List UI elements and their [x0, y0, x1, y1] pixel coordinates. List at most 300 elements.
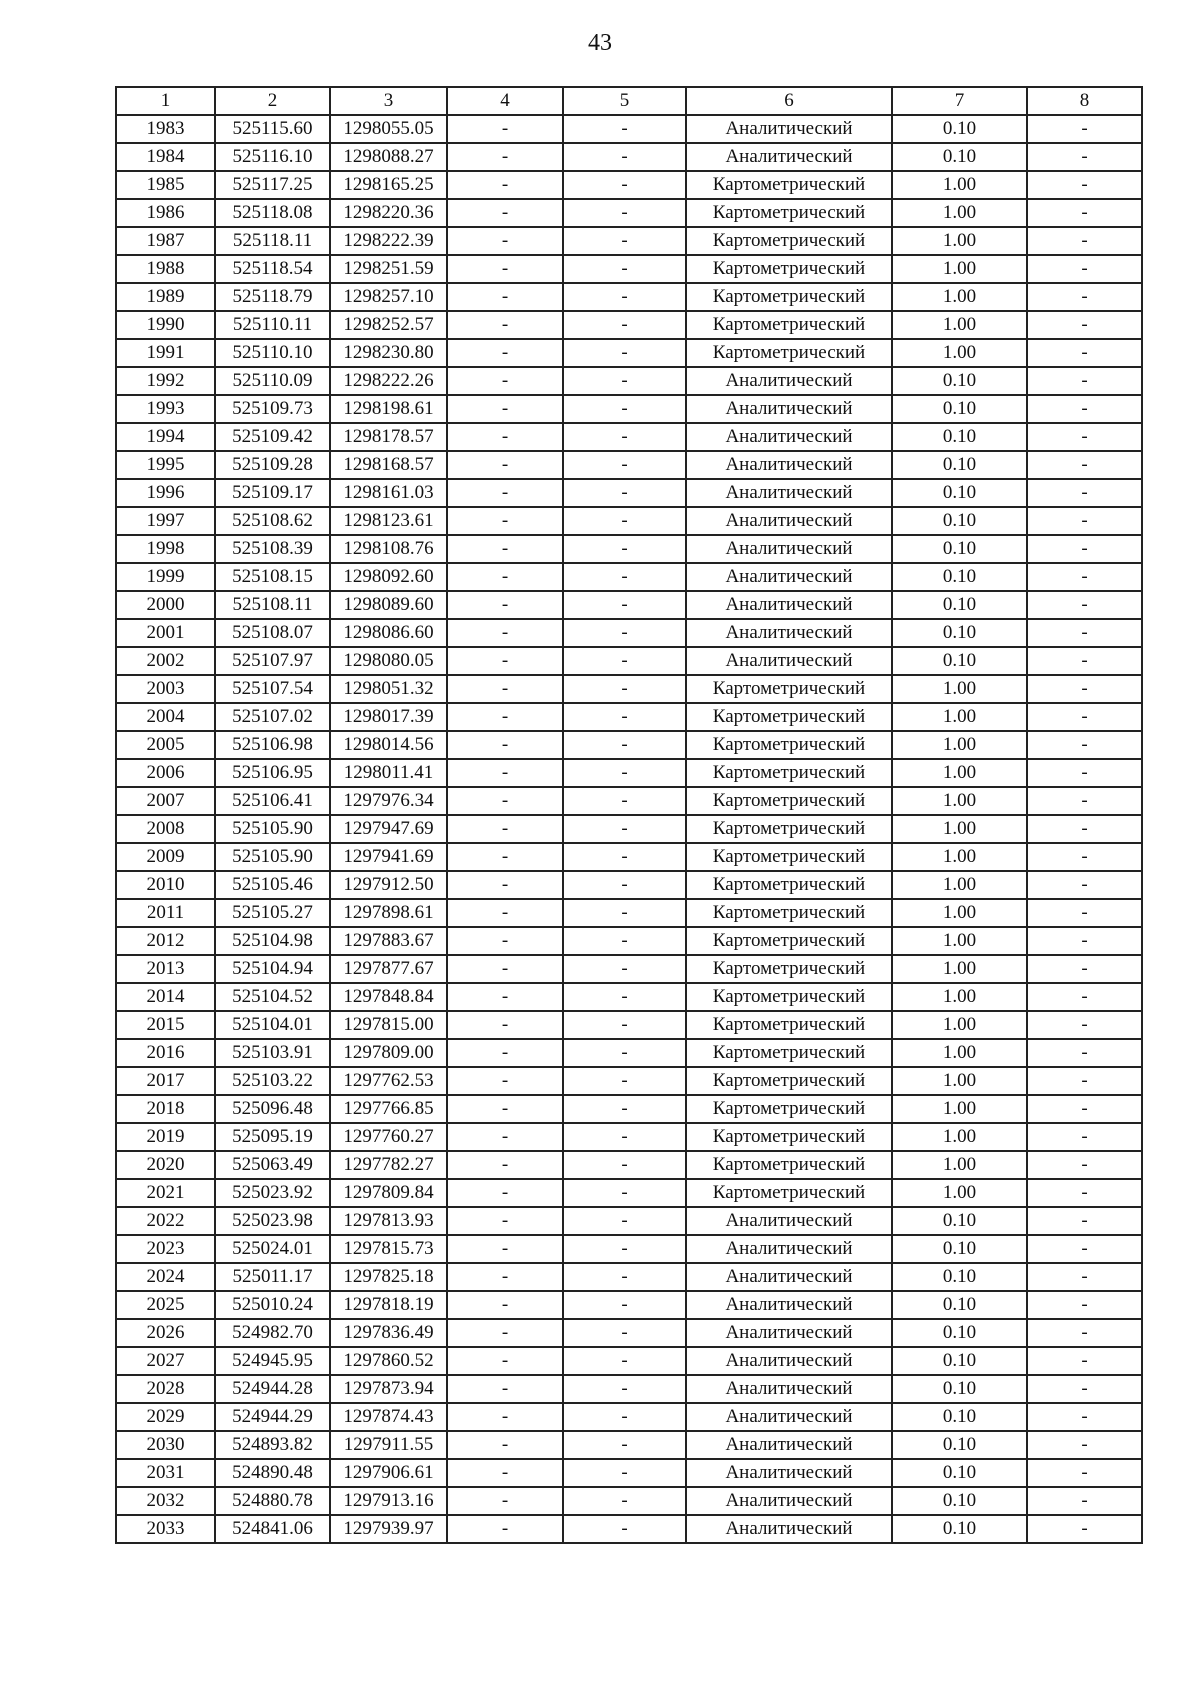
- x-coordinate-cell: 525117.25: [215, 171, 330, 199]
- method-cell: Картометрический: [686, 1179, 892, 1207]
- y-coordinate-cell: 1297836.49: [330, 1319, 447, 1347]
- y-coordinate-cell: 1297913.16: [330, 1487, 447, 1515]
- column-4-cell: -: [447, 1291, 563, 1319]
- column-5-cell: -: [563, 1039, 686, 1067]
- column-8-cell: -: [1027, 1515, 1142, 1543]
- accuracy-cell: 1.00: [892, 899, 1027, 927]
- column-8-cell: -: [1027, 255, 1142, 283]
- x-coordinate-cell: 524841.06: [215, 1515, 330, 1543]
- accuracy-cell: 0.10: [892, 647, 1027, 675]
- point-number-cell: 2024: [116, 1263, 215, 1291]
- table-row: [116, 1179, 1142, 1207]
- column-8-cell: -: [1027, 1011, 1142, 1039]
- point-number-cell: 2031: [116, 1459, 215, 1487]
- point-number-cell: 2022: [116, 1207, 215, 1235]
- point-number-cell: 2026: [116, 1319, 215, 1347]
- y-coordinate-cell: 1297762.53: [330, 1067, 447, 1095]
- column-8-cell: -: [1027, 619, 1142, 647]
- column-4-cell: -: [447, 871, 563, 899]
- column-4-cell: -: [447, 395, 563, 423]
- method-cell: Аналитический: [686, 1431, 892, 1459]
- column-8-cell: -: [1027, 843, 1142, 871]
- x-coordinate-cell: 525105.90: [215, 815, 330, 843]
- column-5-cell: -: [563, 1095, 686, 1123]
- column-4-cell: -: [447, 1487, 563, 1515]
- column-8-cell: -: [1027, 871, 1142, 899]
- point-number-cell: 1997: [116, 507, 215, 535]
- column-4-cell: -: [447, 283, 563, 311]
- accuracy-cell: 1.00: [892, 871, 1027, 899]
- column-4-cell: -: [447, 255, 563, 283]
- column-4-cell: -: [447, 1095, 563, 1123]
- method-cell: Картометрический: [686, 339, 892, 367]
- x-coordinate-cell: 525103.91: [215, 1039, 330, 1067]
- y-coordinate-cell: 1297874.43: [330, 1403, 447, 1431]
- column-8-cell: -: [1027, 703, 1142, 731]
- column-8-cell: -: [1027, 423, 1142, 451]
- x-coordinate-cell: 525104.98: [215, 927, 330, 955]
- column-4-cell: -: [447, 479, 563, 507]
- column-4-cell: -: [447, 143, 563, 171]
- x-coordinate-cell: 524890.48: [215, 1459, 330, 1487]
- column-8-cell: -: [1027, 171, 1142, 199]
- accuracy-cell: 0.10: [892, 619, 1027, 647]
- column-4-cell: -: [447, 619, 563, 647]
- column-8-cell: -: [1027, 647, 1142, 675]
- column-4-cell: -: [447, 1039, 563, 1067]
- accuracy-cell: 0.10: [892, 1431, 1027, 1459]
- column-5-cell: -: [563, 143, 686, 171]
- point-number-cell: 1993: [116, 395, 215, 423]
- method-cell: Аналитический: [686, 367, 892, 395]
- accuracy-cell: 0.10: [892, 115, 1027, 143]
- x-coordinate-cell: 525105.90: [215, 843, 330, 871]
- column-8-cell: -: [1027, 1235, 1142, 1263]
- column-8-cell: -: [1027, 451, 1142, 479]
- accuracy-cell: 0.10: [892, 1403, 1027, 1431]
- accuracy-cell: 1.00: [892, 787, 1027, 815]
- x-coordinate-cell: 525115.60: [215, 115, 330, 143]
- accuracy-cell: 0.10: [892, 1347, 1027, 1375]
- x-coordinate-cell: 525107.02: [215, 703, 330, 731]
- accuracy-cell: 1.00: [892, 311, 1027, 339]
- column-8-cell: -: [1027, 115, 1142, 143]
- x-coordinate-cell: 525108.15: [215, 563, 330, 591]
- accuracy-cell: 0.10: [892, 451, 1027, 479]
- table-row: [116, 1459, 1142, 1487]
- x-coordinate-cell: 525108.62: [215, 507, 330, 535]
- x-coordinate-cell: 525096.48: [215, 1095, 330, 1123]
- column-8-cell: -: [1027, 899, 1142, 927]
- accuracy-cell: 1.00: [892, 983, 1027, 1011]
- table-header-row: [116, 87, 1142, 115]
- column-4-cell: -: [447, 731, 563, 759]
- column-5-cell: -: [563, 731, 686, 759]
- method-cell: Аналитический: [686, 1207, 892, 1235]
- column-4-cell: -: [447, 1207, 563, 1235]
- column-4-cell: -: [447, 199, 563, 227]
- x-coordinate-cell: 525118.08: [215, 199, 330, 227]
- x-coordinate-cell: 525110.10: [215, 339, 330, 367]
- table-row: [116, 1403, 1142, 1431]
- column-5-cell: -: [563, 1347, 686, 1375]
- column-8-cell: -: [1027, 1319, 1142, 1347]
- method-cell: Картометрический: [686, 899, 892, 927]
- x-coordinate-cell: 525105.46: [215, 871, 330, 899]
- column-8-cell: -: [1027, 983, 1142, 1011]
- accuracy-cell: 0.10: [892, 591, 1027, 619]
- column-5-cell: -: [563, 255, 686, 283]
- column-8-cell: -: [1027, 1459, 1142, 1487]
- method-cell: Картометрический: [686, 983, 892, 1011]
- table-row: [116, 1151, 1142, 1179]
- point-number-cell: 2009: [116, 843, 215, 871]
- column-5-cell: -: [563, 1011, 686, 1039]
- column-5-cell: -: [563, 1375, 686, 1403]
- accuracy-cell: 0.10: [892, 143, 1027, 171]
- column-8-cell: -: [1027, 787, 1142, 815]
- column-4-cell: -: [447, 423, 563, 451]
- column-8-cell: -: [1027, 339, 1142, 367]
- table-row: [116, 451, 1142, 479]
- table-row: [116, 255, 1142, 283]
- column-5-cell: -: [563, 535, 686, 563]
- column-5-cell: -: [563, 199, 686, 227]
- column-5-cell: -: [563, 703, 686, 731]
- y-coordinate-cell: 1297815.00: [330, 1011, 447, 1039]
- method-cell: Картометрический: [686, 283, 892, 311]
- method-cell: Картометрический: [686, 871, 892, 899]
- y-coordinate-cell: 1297860.52: [330, 1347, 447, 1375]
- column-5-cell: -: [563, 759, 686, 787]
- table-row: [116, 647, 1142, 675]
- x-coordinate-cell: 525023.98: [215, 1207, 330, 1235]
- table-row: [116, 927, 1142, 955]
- accuracy-cell: 1.00: [892, 339, 1027, 367]
- point-number-cell: 1990: [116, 311, 215, 339]
- table-row: [116, 1375, 1142, 1403]
- column-8-cell: -: [1027, 1487, 1142, 1515]
- column-8-cell: -: [1027, 1151, 1142, 1179]
- point-number-cell: 2002: [116, 647, 215, 675]
- point-number-cell: 1999: [116, 563, 215, 591]
- method-cell: Аналитический: [686, 423, 892, 451]
- method-cell: Аналитический: [686, 1235, 892, 1263]
- column-8-cell: -: [1027, 1347, 1142, 1375]
- accuracy-cell: 0.10: [892, 395, 1027, 423]
- column-5-cell: -: [563, 311, 686, 339]
- point-number-cell: 2000: [116, 591, 215, 619]
- table-row: [116, 787, 1142, 815]
- x-coordinate-cell: 525095.19: [215, 1123, 330, 1151]
- point-number-cell: 2014: [116, 983, 215, 1011]
- point-number-cell: 2013: [116, 955, 215, 983]
- method-cell: Аналитический: [686, 591, 892, 619]
- y-coordinate-cell: 1297911.55: [330, 1431, 447, 1459]
- column-8-cell: -: [1027, 395, 1142, 423]
- table-row: [116, 843, 1142, 871]
- accuracy-cell: 0.10: [892, 1515, 1027, 1543]
- column-5-cell: -: [563, 619, 686, 647]
- x-coordinate-cell: 524982.70: [215, 1319, 330, 1347]
- method-cell: Аналитический: [686, 563, 892, 591]
- column-4-cell: -: [447, 843, 563, 871]
- column-8-cell: -: [1027, 927, 1142, 955]
- point-number-cell: 2007: [116, 787, 215, 815]
- table-row: [116, 283, 1142, 311]
- y-coordinate-cell: 1298230.80: [330, 339, 447, 367]
- method-cell: Картометрический: [686, 311, 892, 339]
- method-cell: Аналитический: [686, 1319, 892, 1347]
- point-number-cell: 2027: [116, 1347, 215, 1375]
- column-4-cell: -: [447, 1431, 563, 1459]
- method-cell: Картометрический: [686, 255, 892, 283]
- point-number-cell: 1992: [116, 367, 215, 395]
- method-cell: Аналитический: [686, 619, 892, 647]
- x-coordinate-cell: 525109.42: [215, 423, 330, 451]
- column-8-cell: -: [1027, 479, 1142, 507]
- column-4-cell: -: [447, 115, 563, 143]
- column-4-cell: -: [447, 1179, 563, 1207]
- x-coordinate-cell: 525116.10: [215, 143, 330, 171]
- point-number-cell: 2032: [116, 1487, 215, 1515]
- method-cell: Картометрический: [686, 199, 892, 227]
- column-4-cell: -: [447, 675, 563, 703]
- method-cell: Аналитический: [686, 1459, 892, 1487]
- point-number-cell: 2005: [116, 731, 215, 759]
- column-8-cell: -: [1027, 199, 1142, 227]
- method-cell: Картометрический: [686, 955, 892, 983]
- table-row: [116, 703, 1142, 731]
- y-coordinate-cell: 1297809.84: [330, 1179, 447, 1207]
- y-coordinate-cell: 1297766.85: [330, 1095, 447, 1123]
- x-coordinate-cell: 525010.24: [215, 1291, 330, 1319]
- column-5-cell: -: [563, 423, 686, 451]
- table-row: [116, 311, 1142, 339]
- point-number-cell: 2018: [116, 1095, 215, 1123]
- accuracy-cell: 0.10: [892, 479, 1027, 507]
- column-header: 1: [116, 87, 215, 115]
- method-cell: Аналитический: [686, 647, 892, 675]
- accuracy-cell: 1.00: [892, 1095, 1027, 1123]
- table-row: [116, 423, 1142, 451]
- x-coordinate-cell: 525104.94: [215, 955, 330, 983]
- point-number-cell: 2010: [116, 871, 215, 899]
- column-5-cell: -: [563, 395, 686, 423]
- column-5-cell: -: [563, 367, 686, 395]
- point-number-cell: 2033: [116, 1515, 215, 1543]
- y-coordinate-cell: 1297976.34: [330, 787, 447, 815]
- point-number-cell: 2012: [116, 927, 215, 955]
- method-cell: Картометрический: [686, 815, 892, 843]
- table-row: [116, 1207, 1142, 1235]
- column-5-cell: -: [563, 787, 686, 815]
- x-coordinate-cell: 525106.41: [215, 787, 330, 815]
- column-8-cell: -: [1027, 311, 1142, 339]
- column-8-cell: -: [1027, 731, 1142, 759]
- column-5-cell: -: [563, 227, 686, 255]
- point-number-cell: 1986: [116, 199, 215, 227]
- column-8-cell: -: [1027, 675, 1142, 703]
- column-4-cell: -: [447, 647, 563, 675]
- column-8-cell: -: [1027, 1431, 1142, 1459]
- column-4-cell: -: [447, 451, 563, 479]
- column-8-cell: -: [1027, 1039, 1142, 1067]
- column-5-cell: -: [563, 1179, 686, 1207]
- method-cell: Аналитический: [686, 535, 892, 563]
- column-4-cell: -: [447, 955, 563, 983]
- point-number-cell: 1994: [116, 423, 215, 451]
- x-coordinate-cell: 525108.39: [215, 535, 330, 563]
- column-5-cell: -: [563, 1487, 686, 1515]
- table-body: [116, 115, 1142, 1543]
- table-row: [116, 871, 1142, 899]
- point-number-cell: 2021: [116, 1179, 215, 1207]
- method-cell: Аналитический: [686, 143, 892, 171]
- x-coordinate-cell: 525118.79: [215, 283, 330, 311]
- accuracy-cell: 1.00: [892, 1151, 1027, 1179]
- column-4-cell: -: [447, 1319, 563, 1347]
- column-4-cell: -: [447, 1515, 563, 1543]
- accuracy-cell: 1.00: [892, 1067, 1027, 1095]
- method-cell: Аналитический: [686, 1291, 892, 1319]
- table-row: [116, 535, 1142, 563]
- table-row: [116, 479, 1142, 507]
- column-8-cell: -: [1027, 283, 1142, 311]
- accuracy-cell: 1.00: [892, 171, 1027, 199]
- column-4-cell: -: [447, 1375, 563, 1403]
- column-5-cell: -: [563, 647, 686, 675]
- accuracy-cell: 0.10: [892, 1207, 1027, 1235]
- accuracy-cell: 1.00: [892, 1123, 1027, 1151]
- point-number-cell: 2019: [116, 1123, 215, 1151]
- column-5-cell: -: [563, 1515, 686, 1543]
- table-row: [116, 143, 1142, 171]
- y-coordinate-cell: 1297809.00: [330, 1039, 447, 1067]
- column-5-cell: -: [563, 479, 686, 507]
- x-coordinate-cell: 524945.95: [215, 1347, 330, 1375]
- table-row: [116, 1515, 1142, 1543]
- y-coordinate-cell: 1297813.93: [330, 1207, 447, 1235]
- column-5-cell: -: [563, 927, 686, 955]
- column-4-cell: -: [447, 367, 563, 395]
- accuracy-cell: 0.10: [892, 1263, 1027, 1291]
- point-number-cell: 2008: [116, 815, 215, 843]
- column-8-cell: -: [1027, 815, 1142, 843]
- point-number-cell: 2023: [116, 1235, 215, 1263]
- table-row: [116, 1319, 1142, 1347]
- accuracy-cell: 1.00: [892, 283, 1027, 311]
- point-number-cell: 2020: [116, 1151, 215, 1179]
- column-4-cell: -: [447, 339, 563, 367]
- page-number: 43: [588, 30, 612, 56]
- accuracy-cell: 1.00: [892, 199, 1027, 227]
- y-coordinate-cell: 1298051.32: [330, 675, 447, 703]
- column-4-cell: -: [447, 787, 563, 815]
- y-coordinate-cell: 1297848.84: [330, 983, 447, 1011]
- column-4-cell: -: [447, 171, 563, 199]
- table-row: [116, 115, 1142, 143]
- column-4-cell: -: [447, 563, 563, 591]
- y-coordinate-cell: 1297898.61: [330, 899, 447, 927]
- column-5-cell: -: [563, 843, 686, 871]
- column-4-cell: -: [447, 899, 563, 927]
- table-row: [116, 507, 1142, 535]
- column-4-cell: -: [447, 227, 563, 255]
- column-5-cell: -: [563, 283, 686, 311]
- point-number-cell: 2006: [116, 759, 215, 787]
- column-8-cell: -: [1027, 1067, 1142, 1095]
- accuracy-cell: 1.00: [892, 255, 1027, 283]
- table-row: [116, 1039, 1142, 1067]
- table-row: [116, 731, 1142, 759]
- column-5-cell: -: [563, 1151, 686, 1179]
- x-coordinate-cell: 525110.09: [215, 367, 330, 395]
- column-8-cell: -: [1027, 143, 1142, 171]
- method-cell: Аналитический: [686, 1515, 892, 1543]
- column-8-cell: -: [1027, 1123, 1142, 1151]
- x-coordinate-cell: 525118.54: [215, 255, 330, 283]
- x-coordinate-cell: 525110.11: [215, 311, 330, 339]
- x-coordinate-cell: 524893.82: [215, 1431, 330, 1459]
- column-5-cell: -: [563, 1123, 686, 1151]
- method-cell: Аналитический: [686, 451, 892, 479]
- column-8-cell: -: [1027, 1263, 1142, 1291]
- column-4-cell: -: [447, 507, 563, 535]
- point-number-cell: 1987: [116, 227, 215, 255]
- column-4-cell: -: [447, 1459, 563, 1487]
- method-cell: Картометрический: [686, 703, 892, 731]
- column-header: 2: [215, 87, 330, 115]
- accuracy-cell: 1.00: [892, 675, 1027, 703]
- method-cell: Картометрический: [686, 1151, 892, 1179]
- x-coordinate-cell: 525106.98: [215, 731, 330, 759]
- method-cell: Картометрический: [686, 759, 892, 787]
- y-coordinate-cell: 1297877.67: [330, 955, 447, 983]
- point-number-cell: 2001: [116, 619, 215, 647]
- point-number-cell: 1996: [116, 479, 215, 507]
- y-coordinate-cell: 1298165.25: [330, 171, 447, 199]
- method-cell: Картометрический: [686, 675, 892, 703]
- y-coordinate-cell: 1298222.26: [330, 367, 447, 395]
- x-coordinate-cell: 525109.73: [215, 395, 330, 423]
- y-coordinate-cell: 1297815.73: [330, 1235, 447, 1263]
- point-number-cell: 2028: [116, 1375, 215, 1403]
- accuracy-cell: 0.10: [892, 423, 1027, 451]
- column-8-cell: -: [1027, 535, 1142, 563]
- column-8-cell: -: [1027, 1403, 1142, 1431]
- column-5-cell: -: [563, 1235, 686, 1263]
- y-coordinate-cell: 1298011.41: [330, 759, 447, 787]
- y-coordinate-cell: 1298014.56: [330, 731, 447, 759]
- column-4-cell: -: [447, 1347, 563, 1375]
- accuracy-cell: 1.00: [892, 703, 1027, 731]
- accuracy-cell: 0.10: [892, 563, 1027, 591]
- x-coordinate-cell: 525107.54: [215, 675, 330, 703]
- y-coordinate-cell: 1298168.57: [330, 451, 447, 479]
- table-row: [116, 171, 1142, 199]
- method-cell: Картометрический: [686, 927, 892, 955]
- y-coordinate-cell: 1298222.39: [330, 227, 447, 255]
- point-number-cell: 1991: [116, 339, 215, 367]
- column-8-cell: -: [1027, 367, 1142, 395]
- x-coordinate-cell: 525109.17: [215, 479, 330, 507]
- x-coordinate-cell: 525024.01: [215, 1235, 330, 1263]
- table-row: [116, 199, 1142, 227]
- column-8-cell: -: [1027, 227, 1142, 255]
- accuracy-cell: 1.00: [892, 759, 1027, 787]
- point-number-cell: 2011: [116, 899, 215, 927]
